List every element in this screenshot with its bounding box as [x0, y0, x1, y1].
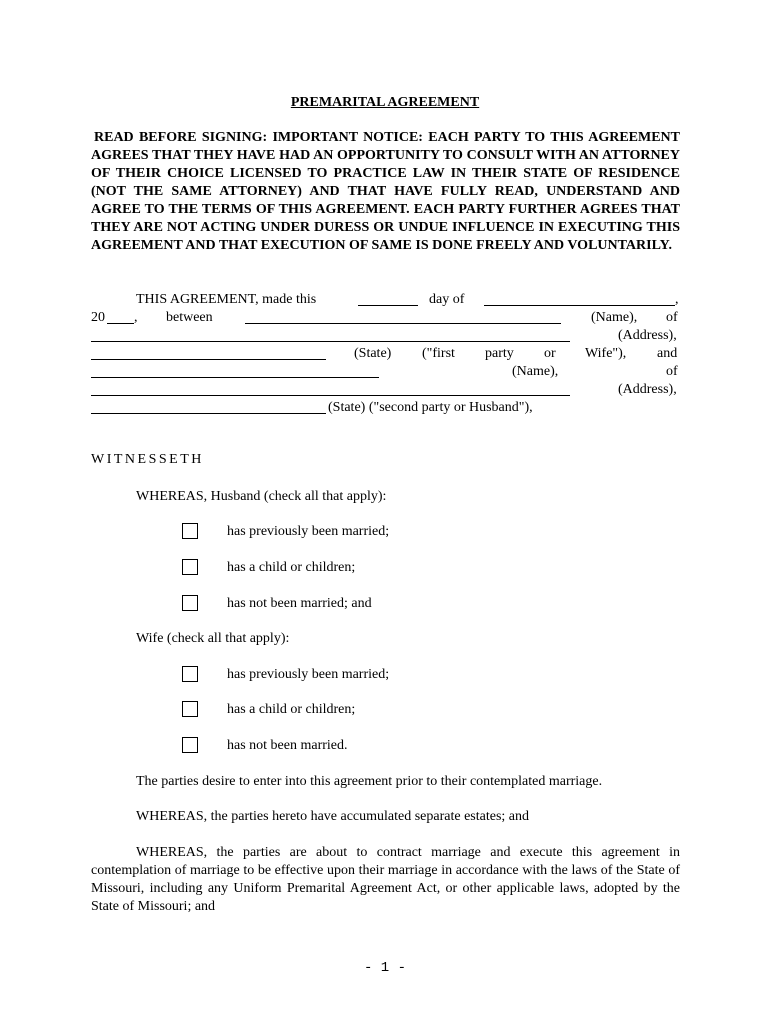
month-blank[interactable] [484, 305, 675, 306]
wife-option-label: has previously been married; [227, 667, 390, 682]
first-party-address-blank[interactable] [91, 341, 570, 342]
husband-previously-married-checkbox[interactable] [182, 523, 198, 539]
husband-option-label: has previously been married; [227, 524, 390, 539]
intro-day-of: day of [429, 292, 465, 307]
day-blank[interactable] [358, 305, 418, 306]
state-label-2: (State) ("second party or Husband"), [328, 400, 533, 415]
intro-between: between [166, 310, 213, 325]
of-label-1: of [666, 310, 678, 325]
recital-desire: The parties desire to enter into this agreement prior to their contemplated marriage. [136, 774, 603, 789]
second-party-state-blank[interactable] [91, 413, 326, 414]
name-label-2: (Name), [512, 364, 559, 379]
document-title: PREMARITAL AGREEMENT [290, 95, 480, 110]
first-party-word-3: or [544, 346, 556, 361]
wife-heading: Wife (check all that apply): [136, 631, 290, 646]
intro-comma: , [675, 292, 679, 307]
year-blank[interactable] [107, 323, 134, 324]
important-notice [91, 129, 680, 255]
wife-previously-married-checkbox[interactable] [182, 666, 198, 682]
husband-children-checkbox[interactable] [182, 559, 198, 575]
husband-option-label: has not been married; and [227, 596, 372, 611]
wife-not-married-checkbox[interactable] [182, 737, 198, 753]
wife-option-label: has not been married. [227, 738, 348, 753]
and-label: and [657, 346, 678, 361]
address-label-2: (Address), [618, 382, 677, 397]
second-party-name-blank[interactable] [91, 377, 379, 378]
wife-children-checkbox[interactable] [182, 701, 198, 717]
wife-option-label: has a child or children; [227, 702, 356, 717]
husband-heading: WHEREAS, Husband (check all that apply): [136, 489, 387, 504]
notice-text: READ BEFORE SIGNING: IMPORTANT NOTICE: EACH PARTY TO THIS AGREEMENT AGREES THAT THEY HAVE HAD AN OPPORTUNITY TO CONSULT WITH AN ATTORNEY OF THEIR CHOICE LICENSED TO PRACTICE LAW IN THEIR STATE OF RESIDENCE (NOT THE SAME ATTORNEY) AND THAT HAVE FULLY READ, UNDERSTAND AND AGREE TO THE TERMS OF THIS AGREEMENT. EACH PARTY FURTHER AGREES THAT THEY ARE NOT ACTING UNDER DURESS OR UNDUE INFLUENCE IN EXECUTING THIS AGREEMENT AND THAT EXECUTION OF SAME IS DONE FREELY AND VOLUNTARILY. [91, 130, 680, 253]
husband-not-married-checkbox[interactable] [182, 595, 198, 611]
witnesseth-heading: WITNESSETH [91, 452, 204, 467]
recital-contract: WHEREAS, the parties are about to contract marriage and execute this agreement in contemplation of marriage to be effective upon their marriage in accordance with the laws of the State of Missouri, including any Uniform Premarital Agreement Act, or other applicable laws, adopted by the State of Missouri; and [91, 845, 680, 914]
first-party-state-blank[interactable] [91, 359, 326, 360]
year-prefix: 20 [91, 310, 105, 325]
first-party-name-blank[interactable] [245, 323, 561, 324]
first-party-word-1: ("first [422, 346, 455, 361]
recital-estates: WHEREAS, the parties hereto have accumulated separate estates; and [136, 809, 530, 824]
year-suffix: , [134, 310, 138, 325]
first-party-word-2: party [485, 346, 514, 361]
page-number: - 1 - [363, 960, 406, 976]
husband-option-label: has a child or children; [227, 560, 356, 575]
state-label-1: (State) [354, 346, 392, 361]
name-label-1: (Name), [591, 310, 638, 325]
first-party-word-4: Wife"), [585, 346, 627, 361]
of-label-2: of [666, 364, 678, 379]
address-label-1: (Address), [618, 328, 677, 343]
intro-made-this: THIS AGREEMENT, made this [136, 292, 317, 307]
second-party-address-blank[interactable] [91, 395, 570, 396]
